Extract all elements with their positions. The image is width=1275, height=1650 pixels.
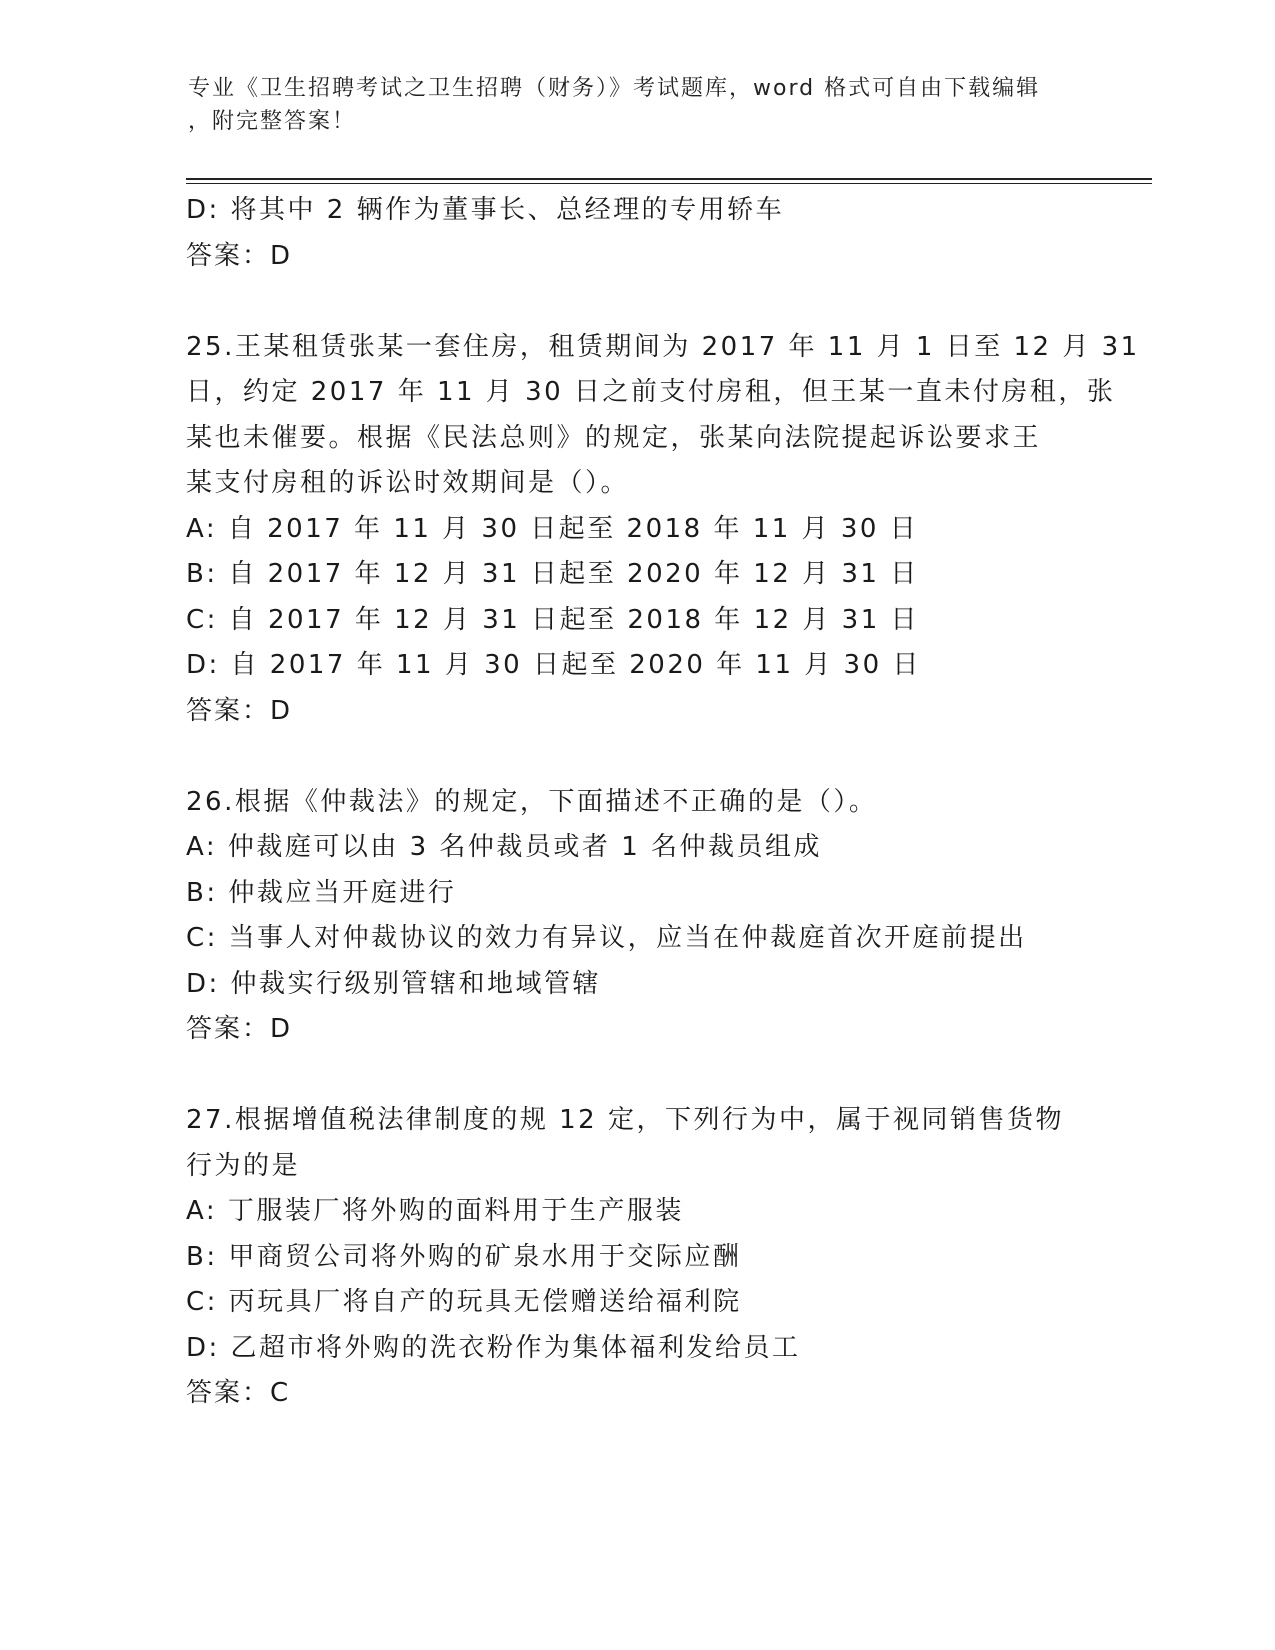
answer-line: 答案：D [186,1014,293,1044]
spacer [186,734,1086,780]
option-a: A: 仲裁庭可以由 3 名仲裁员或者 1 名仲裁员组成 [186,832,822,862]
option-b: B: 自 2017 年 12 月 31 日起至 2020 年 12 月 31 日 [186,559,919,589]
question-stem-line: 25.王某租赁张某一套住房，租赁期间为 2017 年 11 月 1 日至 12 月 31 [186,331,1140,362]
header-rule-thin [186,183,1152,184]
spacer [186,279,1086,325]
option-c: C: 丙玩具厂将自产的玩具无偿赠送给福利院 [186,1287,742,1317]
header-rule-thick [186,178,1152,180]
option-d: D: 自 2017 年 11 月 30 日起至 2020 年 11 月 30 日 [186,650,921,680]
question-26 [186,780,1086,1053]
option-c: C: 自 2017 年 12 月 31 日起至 2018 年 12 月 31 日 [186,604,920,635]
spacer [186,1053,1086,1099]
prev-question [186,188,1086,279]
question-27 [186,1098,1086,1417]
option-b: B: 甲商贸公司将外购的矿泉水用于交际应酬 [186,1241,742,1272]
answer-line: 答案：C [186,1378,291,1408]
option-b: B: 仲裁应当开庭进行 [186,877,457,908]
question-stem-line: 27.根据增值税法律制度的规 12 定，下列行为中，属于视同销售货物 [186,1105,1064,1135]
option-c: C: 当事人对仲裁协议的效力有异议，应当在仲裁庭首次开庭前提出 [186,923,1027,953]
header-line-1: 专业《卫生招聘考试之卫生招聘（财务）》考试题库，word 格式可自由下载编辑 [188,76,1041,101]
question-stem-line: 日，约定 2017 年 11 月 30 日之前支付房租，但王某一直未付房租，张 [186,377,1116,407]
question-25 [186,325,1140,735]
question-stem-line: 行为的是 [186,1150,301,1181]
question-stem-line: 26.根据《仲裁法》的规定，下面描述不正确的是（）。 [186,786,878,817]
question-stem-line: 某支付房租的诉讼时效期间是（）。 [186,468,630,498]
option-a: A: 自 2017 年 11 月 30 日起至 2018 年 11 月 30 日 [186,513,919,544]
header-line-2: ，附完整答案！ [188,109,357,134]
answer-line: 答案：D [186,240,293,271]
document-header [188,72,1068,138]
option-a: A: 丁服装厂将外购的面料用于生产服装 [186,1196,684,1226]
option-d: D: 将其中 2 辆作为董事长、总经理的专用轿车 [186,195,785,225]
document-body [186,188,1140,1417]
answer-line: 答案：D [186,695,293,726]
option-d: D: 乙超市将外购的洗衣粉作为集体福利发给员工 [186,1332,801,1363]
option-d: D: 仲裁实行级别管辖和地域管辖 [186,968,602,999]
question-stem-line: 某也未催要。根据《民法总则》的规定，张某向法院提起诉讼要求王 [186,422,1042,453]
